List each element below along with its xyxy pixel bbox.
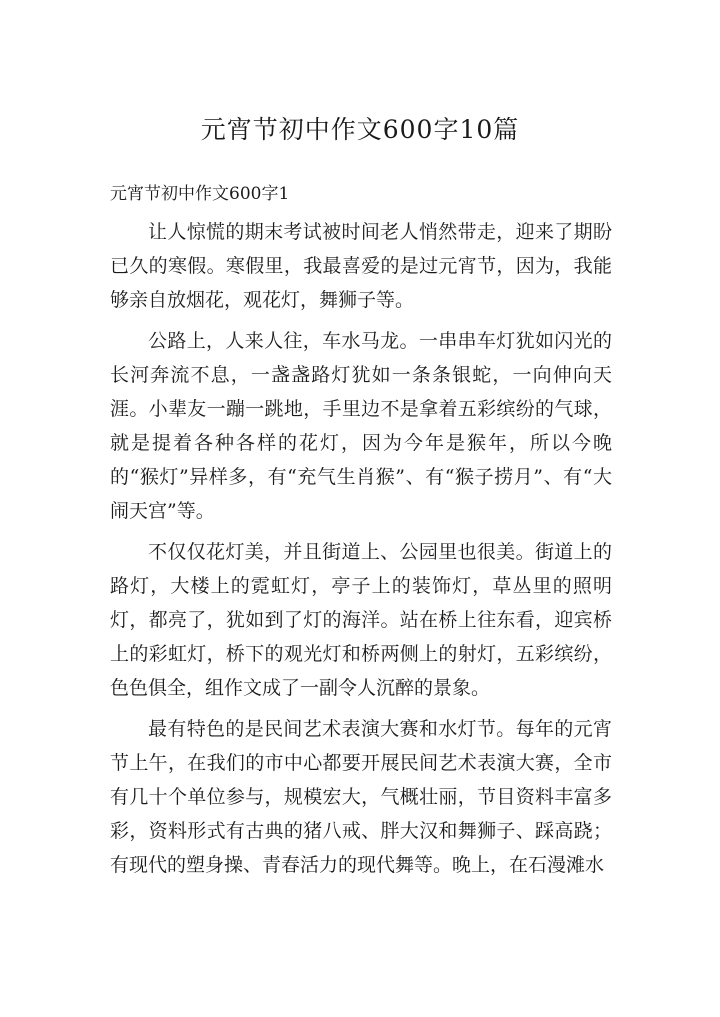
document-body [110,215,612,889]
section-heading: 元宵节初中作文600字1 [110,184,290,204]
paragraph: 最有特色的是民间艺术表演大赛和水灯节。每年的元宵节上午，在我们的市中心都要开展民间艺术表演大赛，全市有几十个单位参与，规模宏大，气概壮丽，节目资料丰富多彩，资料形式有古典的猪八戒、胖大汉和舞狮子、踩高跷；有现代的塑身操、青春活力的现代舞等。晚上，在石漫滩水 [110,718,612,876]
paragraph: 公路上，人来人往，车水马龙。一串串车灯犹如闪光的长河奔流不息，一盏盏路灯犹如一条条银蛇，一向伸向天涯。小辈友一蹦一跳地，手里边不是拿着五彩缤纷的气球，就是提着各种各样的花灯，因为今年是猴年，所以今晚的“猴灯”异样多，有“充气生肖猴”、有“猴子捞月”、有“大闹天宫”等。 [110,330,612,522]
document-title: 元宵节初中作文600字10篇 [200,115,520,144]
paragraph: 让人惊慌的期末考试被时间老人悄然带走，迎来了期盼已久的寒假。寒假里，我最喜爱的是过元宵节，因为，我能够亲自放烟花，观花灯，舞狮子等。 [110,221,612,311]
paragraph: 不仅仅花灯美，并且街道上、公园里也很美。街道上的路灯，大楼上的霓虹灯，亭子上的装饰灯，草丛里的照明灯，都亮了，犹如到了灯的海洋。站在桥上往东看，迎宾桥上的彩虹灯，桥下的观光灯和桥两侧上的射灯，五彩缤纷，色色俱全，组作文成了一副令人沉醉的景象。 [110,541,612,699]
